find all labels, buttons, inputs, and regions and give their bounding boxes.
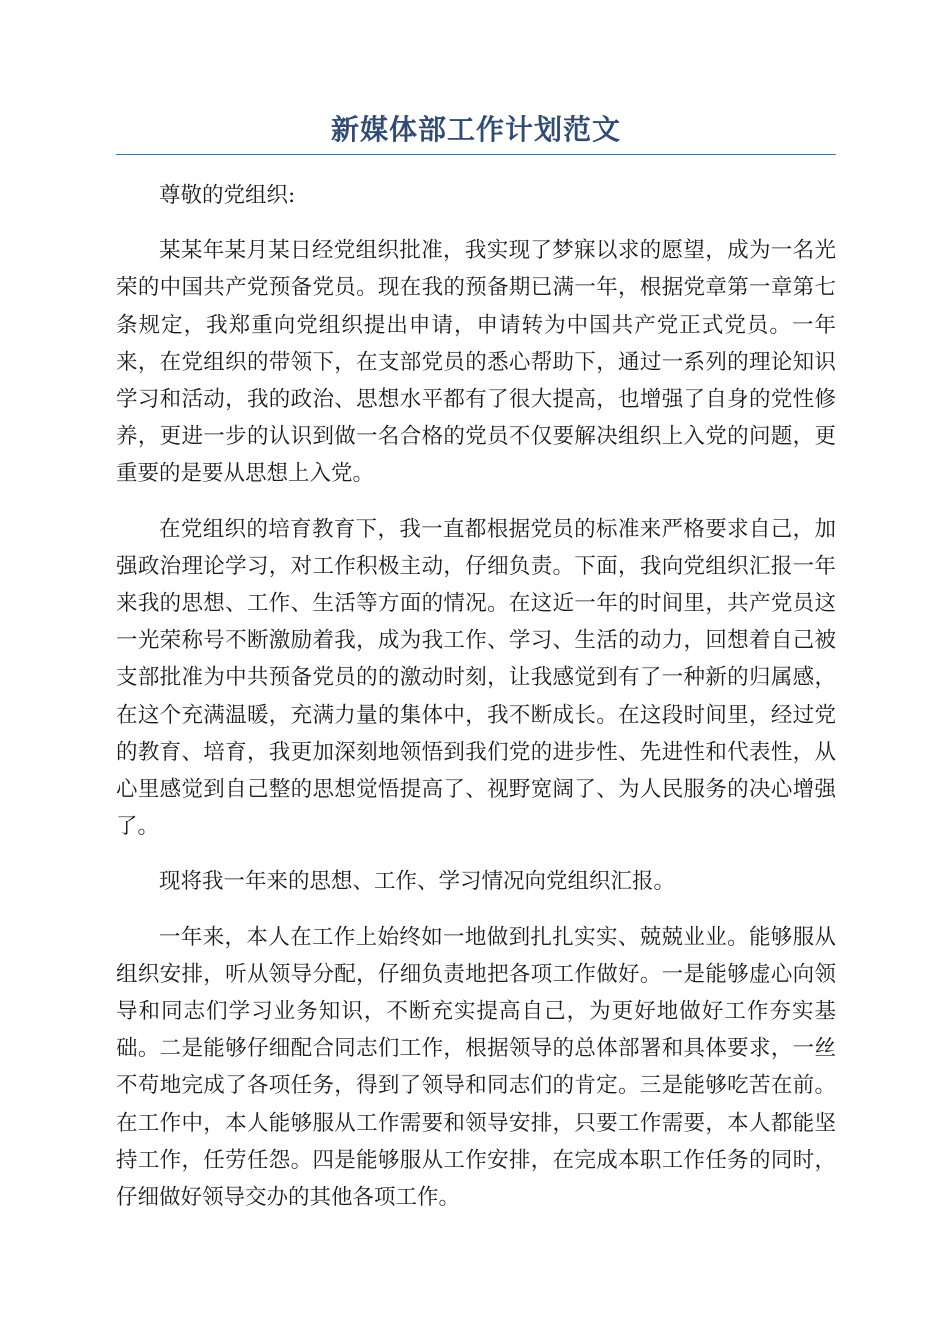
paragraph-3: 现将我一年来的思想、工作、学习情况向党组织汇报。 (159, 869, 676, 895)
paragraph-1: 某某年某月某日经党组织批准，我实现了梦寐以求的愿望，成为一名光荣的中国共产党预备党员。现在我的预备期已满一年，根据党章第一章第七条规定，我郑重向党组织提出申请，申请转为中国共产党正式党员。一年来，在党组织的带领下，在支部党员的悉心帮助下，通过一系列的理论知识学习和活动，我的政治、思想水平都有了很大提高，也增强了自身的党性修养，更进一步的认识到做一名合格的党员不仅要解决组织上入党的问题，更重要的是要从思想上入党。 (116, 238, 836, 487)
paragraph-2: 在党组织的培育教育下，我一直都根据党员的标准来严格要求自己，加强政治理论学习，对工作积极主动，仔细负责。下面，我向党组织汇报一年来我的思想、工作、生活等方面的情况。在这近一年的时间里，共产党员这一光荣称号不断激励着我，成为我工作、学习、生活的动力，回想着自己被支部批准为中共预备党员的的激动时刻，让我感觉到有了一种新的归属感，在这个充满温暖，充满力量的集体中，我不断成长。在这段时间里，经过党的教育、培育，我更加深刻地领悟到我们党的进步性、先进性和代表性，从心里感觉到自己整的思想觉悟提高了、视野宽阔了、为人民服务的决心增强了。 (116, 516, 836, 840)
paragraph-4: 一年来，本人在工作上始终如一地做到扎扎实实、兢兢业业。能够服从组织安排，听从领导分配，仔细负责地把各项工作做好。一是能够虚心向领导和同志们学习业务知识，不断充实提高自己，为更好地做好工作夯实基础。二是能够仔细配合同志们工作，根据领导的总体部署和具体要求，一丝不苟地完成了各项任务，得到了领导和同志们的肯定。三是能够吃苦在前。在工作中，本人能够服从工作需要和领导安排，只要工作需要，本人都能坚持工作，任劳任怨。四是能够服从工作安排，在完成本职工作任务的同时，仔细做好领导交办的其他各项工作。 (116, 924, 836, 1211)
title-underline (116, 154, 836, 155)
salutation: 尊敬的党组织: (159, 183, 296, 208)
document-page (116, 108, 836, 1234)
document-body (116, 177, 836, 1216)
document-title: 新媒体部工作计划范文 (330, 113, 621, 146)
